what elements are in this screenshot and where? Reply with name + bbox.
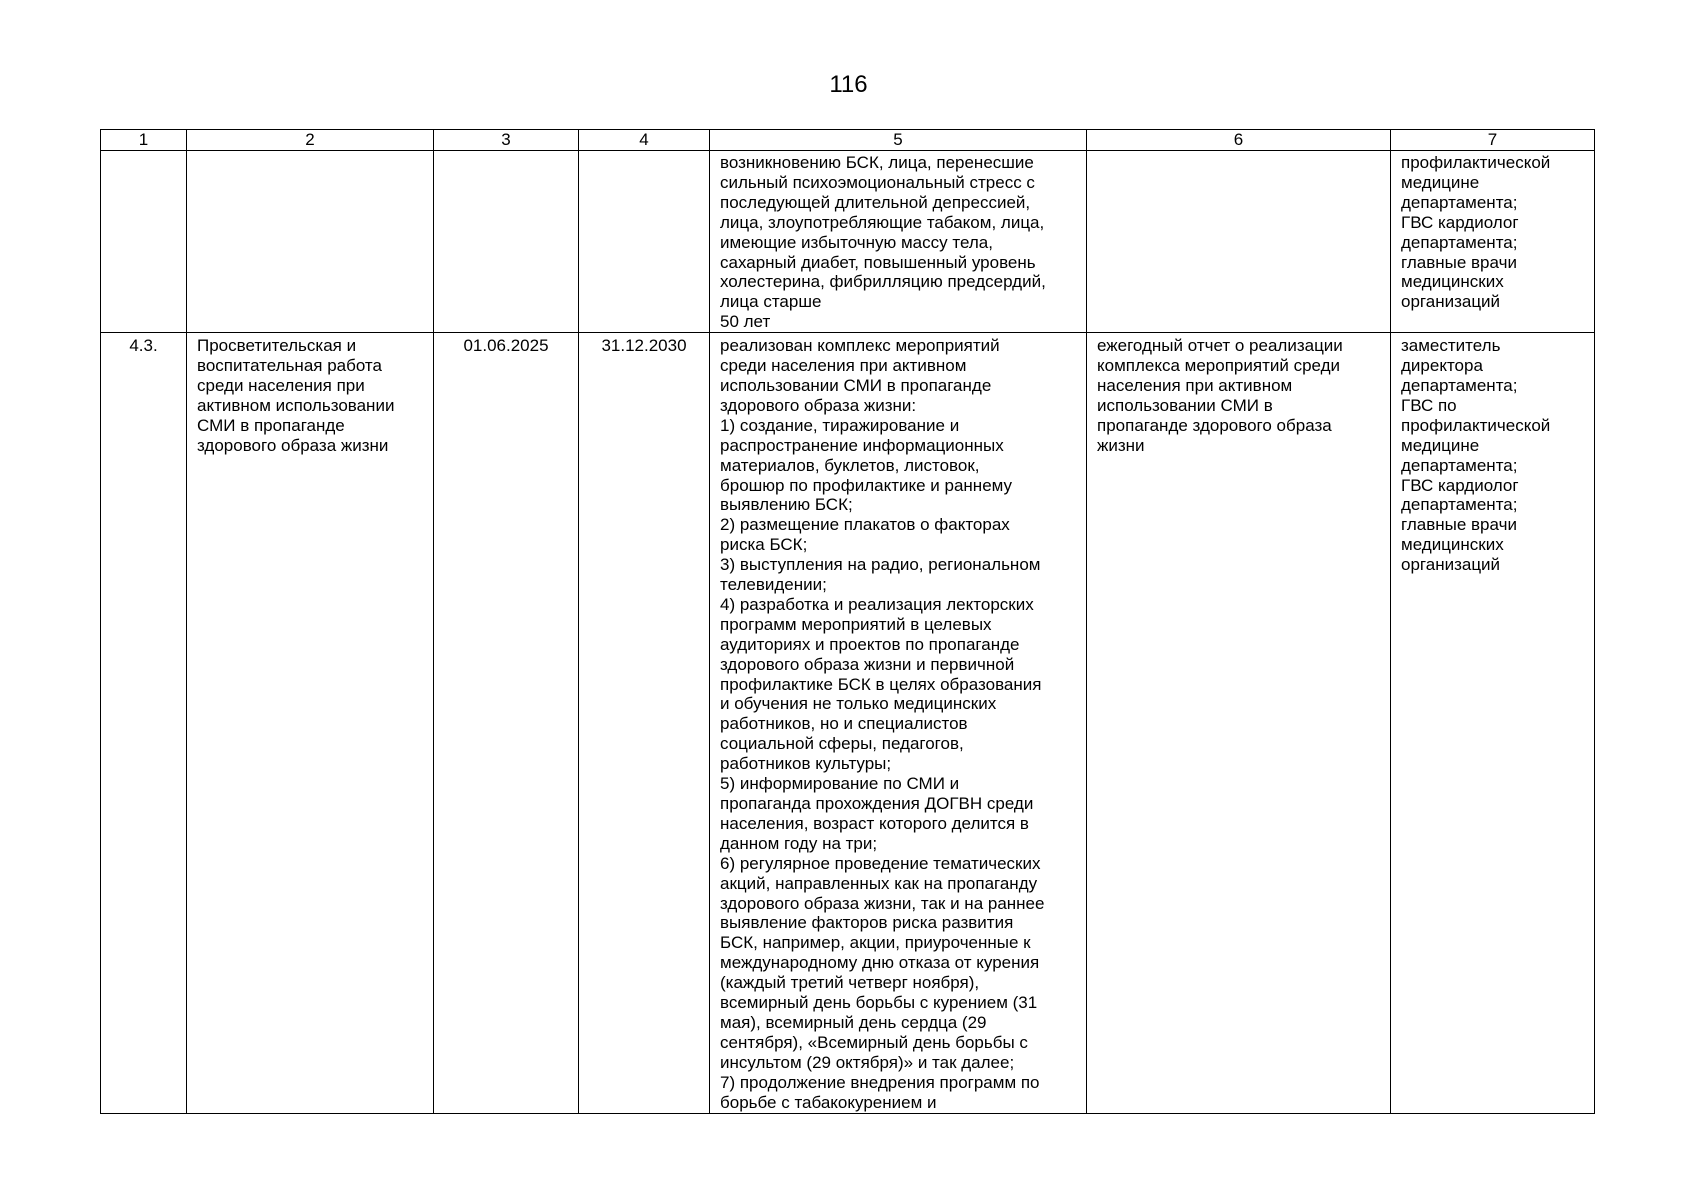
result-description-cell: реализован комплекс мероприятий среди населения при активном использовании СМИ в пропаганде здорового образа жизни: 1) создание, тиражирование и распространение информационных материалов, буклетов, листовок, брошюр по профилактике и раннему выявлению БСК; 2) размещение плакатов о факторах риска БСК; 3) выступления на радио, региональном телевидении; 4) разработка и реализация лекторских программ мероприятий в целевых аудиториях и проектов по пропаганде здорового образа жизни и первичной профилактике БСК в целях образования и обучения не только медицинских работников, но и специалистов социальной сферы, педагогов, работников культуры; 5) информирование по СМИ и пропаганда прохождения ДОГВН среди населения, возраст которого делится в данном году на три; 6) регулярное проведение тематических акций, направленных как на пропаганду здорового образа жизни, так и на раннее выявление факторов риска развития БСК, например, акции, приуроченные к международному дню отказа от курения (каждый третий четверг ноября), всемирный день борьбы с курением (31 мая), всемирный день сердца (29 сентября), «Всемирный день борьбы с инсультом (29 октября)» и так далее; 7) продолжение внедрения программ по борьбе с табакокурением и <box>710 333 1087 1113</box>
document-table <box>100 129 1595 1114</box>
start-date-cell: 01.06.2025 <box>434 333 579 1113</box>
item-number-cell: 4.3. <box>101 333 187 1113</box>
table-header-row <box>101 130 1595 151</box>
column-number-header: 3 <box>434 130 579 151</box>
column-number-header: 6 <box>1087 130 1391 151</box>
responsible-persons-cell: заместитель директора департамента; ГВС по профилактической медицине департамента; ГВС кардиолог департамента; главные врачи медицинских организаций <box>1391 333 1595 1113</box>
control-document-cell: ежегодный отчет о реализации комплекса мероприятий среди населения при активном использовании СМИ в пропаганде здорового образа жизни <box>1087 333 1391 1113</box>
column-number-header: 1 <box>101 130 187 151</box>
item-number-cell <box>101 151 187 333</box>
column-number-header: 4 <box>579 130 710 151</box>
start-date-cell <box>434 151 579 333</box>
table-row <box>101 333 1595 1113</box>
table-row-continued <box>101 151 1595 333</box>
activity-name-cell: Просветительская и воспитательная работа среди населения при активном использовании СМИ в пропаганде здорового образа жизни <box>187 333 434 1113</box>
end-date-cell <box>579 151 710 333</box>
end-date-cell: 31.12.2030 <box>579 333 710 1113</box>
activity-name-cell <box>187 151 434 333</box>
column-number-header: 2 <box>187 130 434 151</box>
responsible-persons-cell: профилактической медицине департамента; ГВС кардиолог департамента; главные врачи медицинских организаций <box>1391 151 1595 333</box>
column-number-header: 5 <box>710 130 1087 151</box>
column-number-header: 7 <box>1391 130 1595 151</box>
result-description-cell: возникновению БСК, лица, перенесшие сильный психоэмоциональный стресс с последующей длительной депрессией, лица, злоупотребляющие табаком, лица, имеющие избыточную массу тела, сахарный диабет, повышенный уровень холестерина, фибрилляцию предсердий, лица старше 50 лет <box>710 151 1087 333</box>
control-document-cell <box>1087 151 1391 333</box>
page-number: 116 <box>829 71 868 98</box>
